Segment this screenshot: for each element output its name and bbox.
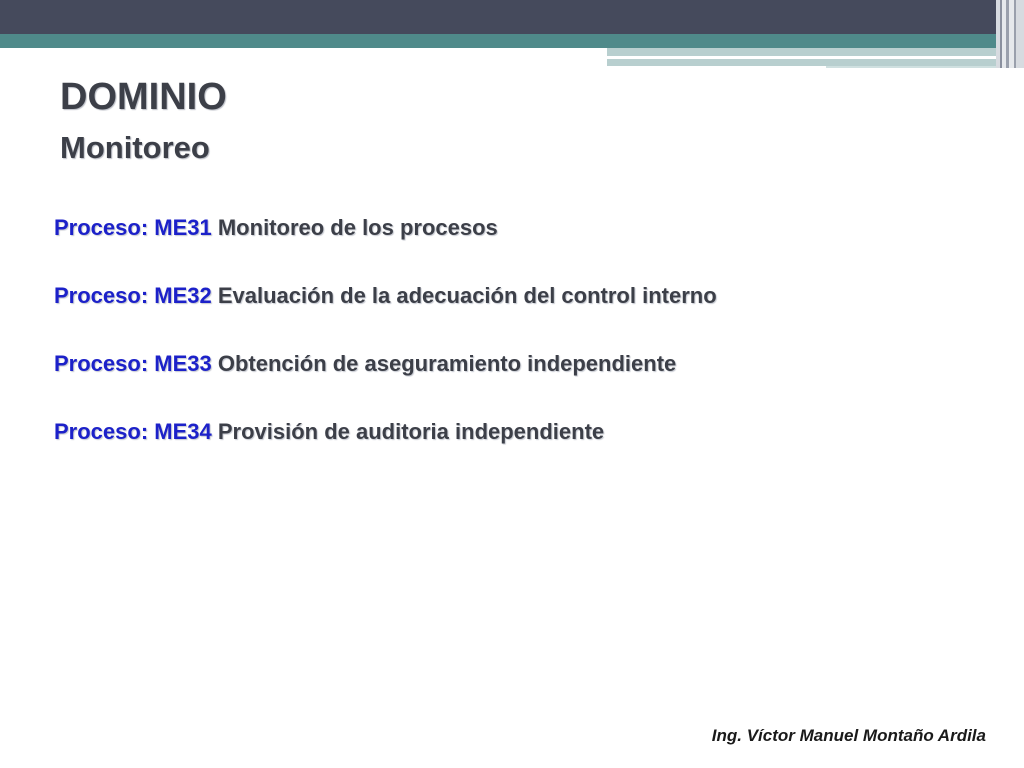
header-band-teal bbox=[0, 34, 1024, 48]
header-band-dark bbox=[0, 0, 1024, 34]
header-band-light bbox=[607, 48, 1024, 56]
corner-stripes-decoration bbox=[996, 0, 1024, 68]
process-item-me33 bbox=[54, 346, 994, 414]
header-divider-line-lower bbox=[826, 66, 1024, 68]
process-item-me31 bbox=[54, 210, 994, 278]
process-code: Proceso: ME31 bbox=[54, 215, 212, 240]
process-description: Evaluación de la adecuación del control interno bbox=[217, 283, 717, 308]
slide-footer-author: Ing. Víctor Manuel Montaño Ardila bbox=[711, 726, 986, 745]
slide-subtitle: Monitoreo bbox=[60, 130, 210, 165]
process-description: Monitoreo de los procesos bbox=[217, 215, 498, 240]
process-item-me32 bbox=[54, 278, 994, 346]
process-code: Proceso: ME33 bbox=[54, 351, 212, 376]
header-band-light-lower bbox=[607, 59, 1024, 66]
process-description: Provisión de auditoria independiente bbox=[217, 419, 605, 444]
process-list bbox=[54, 210, 994, 482]
process-description: Obtención de aseguramiento independiente bbox=[217, 351, 677, 376]
process-item-me34 bbox=[54, 414, 994, 482]
process-code: Proceso: ME34 bbox=[54, 419, 212, 444]
slide-title: DOMINIO bbox=[60, 76, 227, 118]
process-code: Proceso: ME32 bbox=[54, 283, 212, 308]
